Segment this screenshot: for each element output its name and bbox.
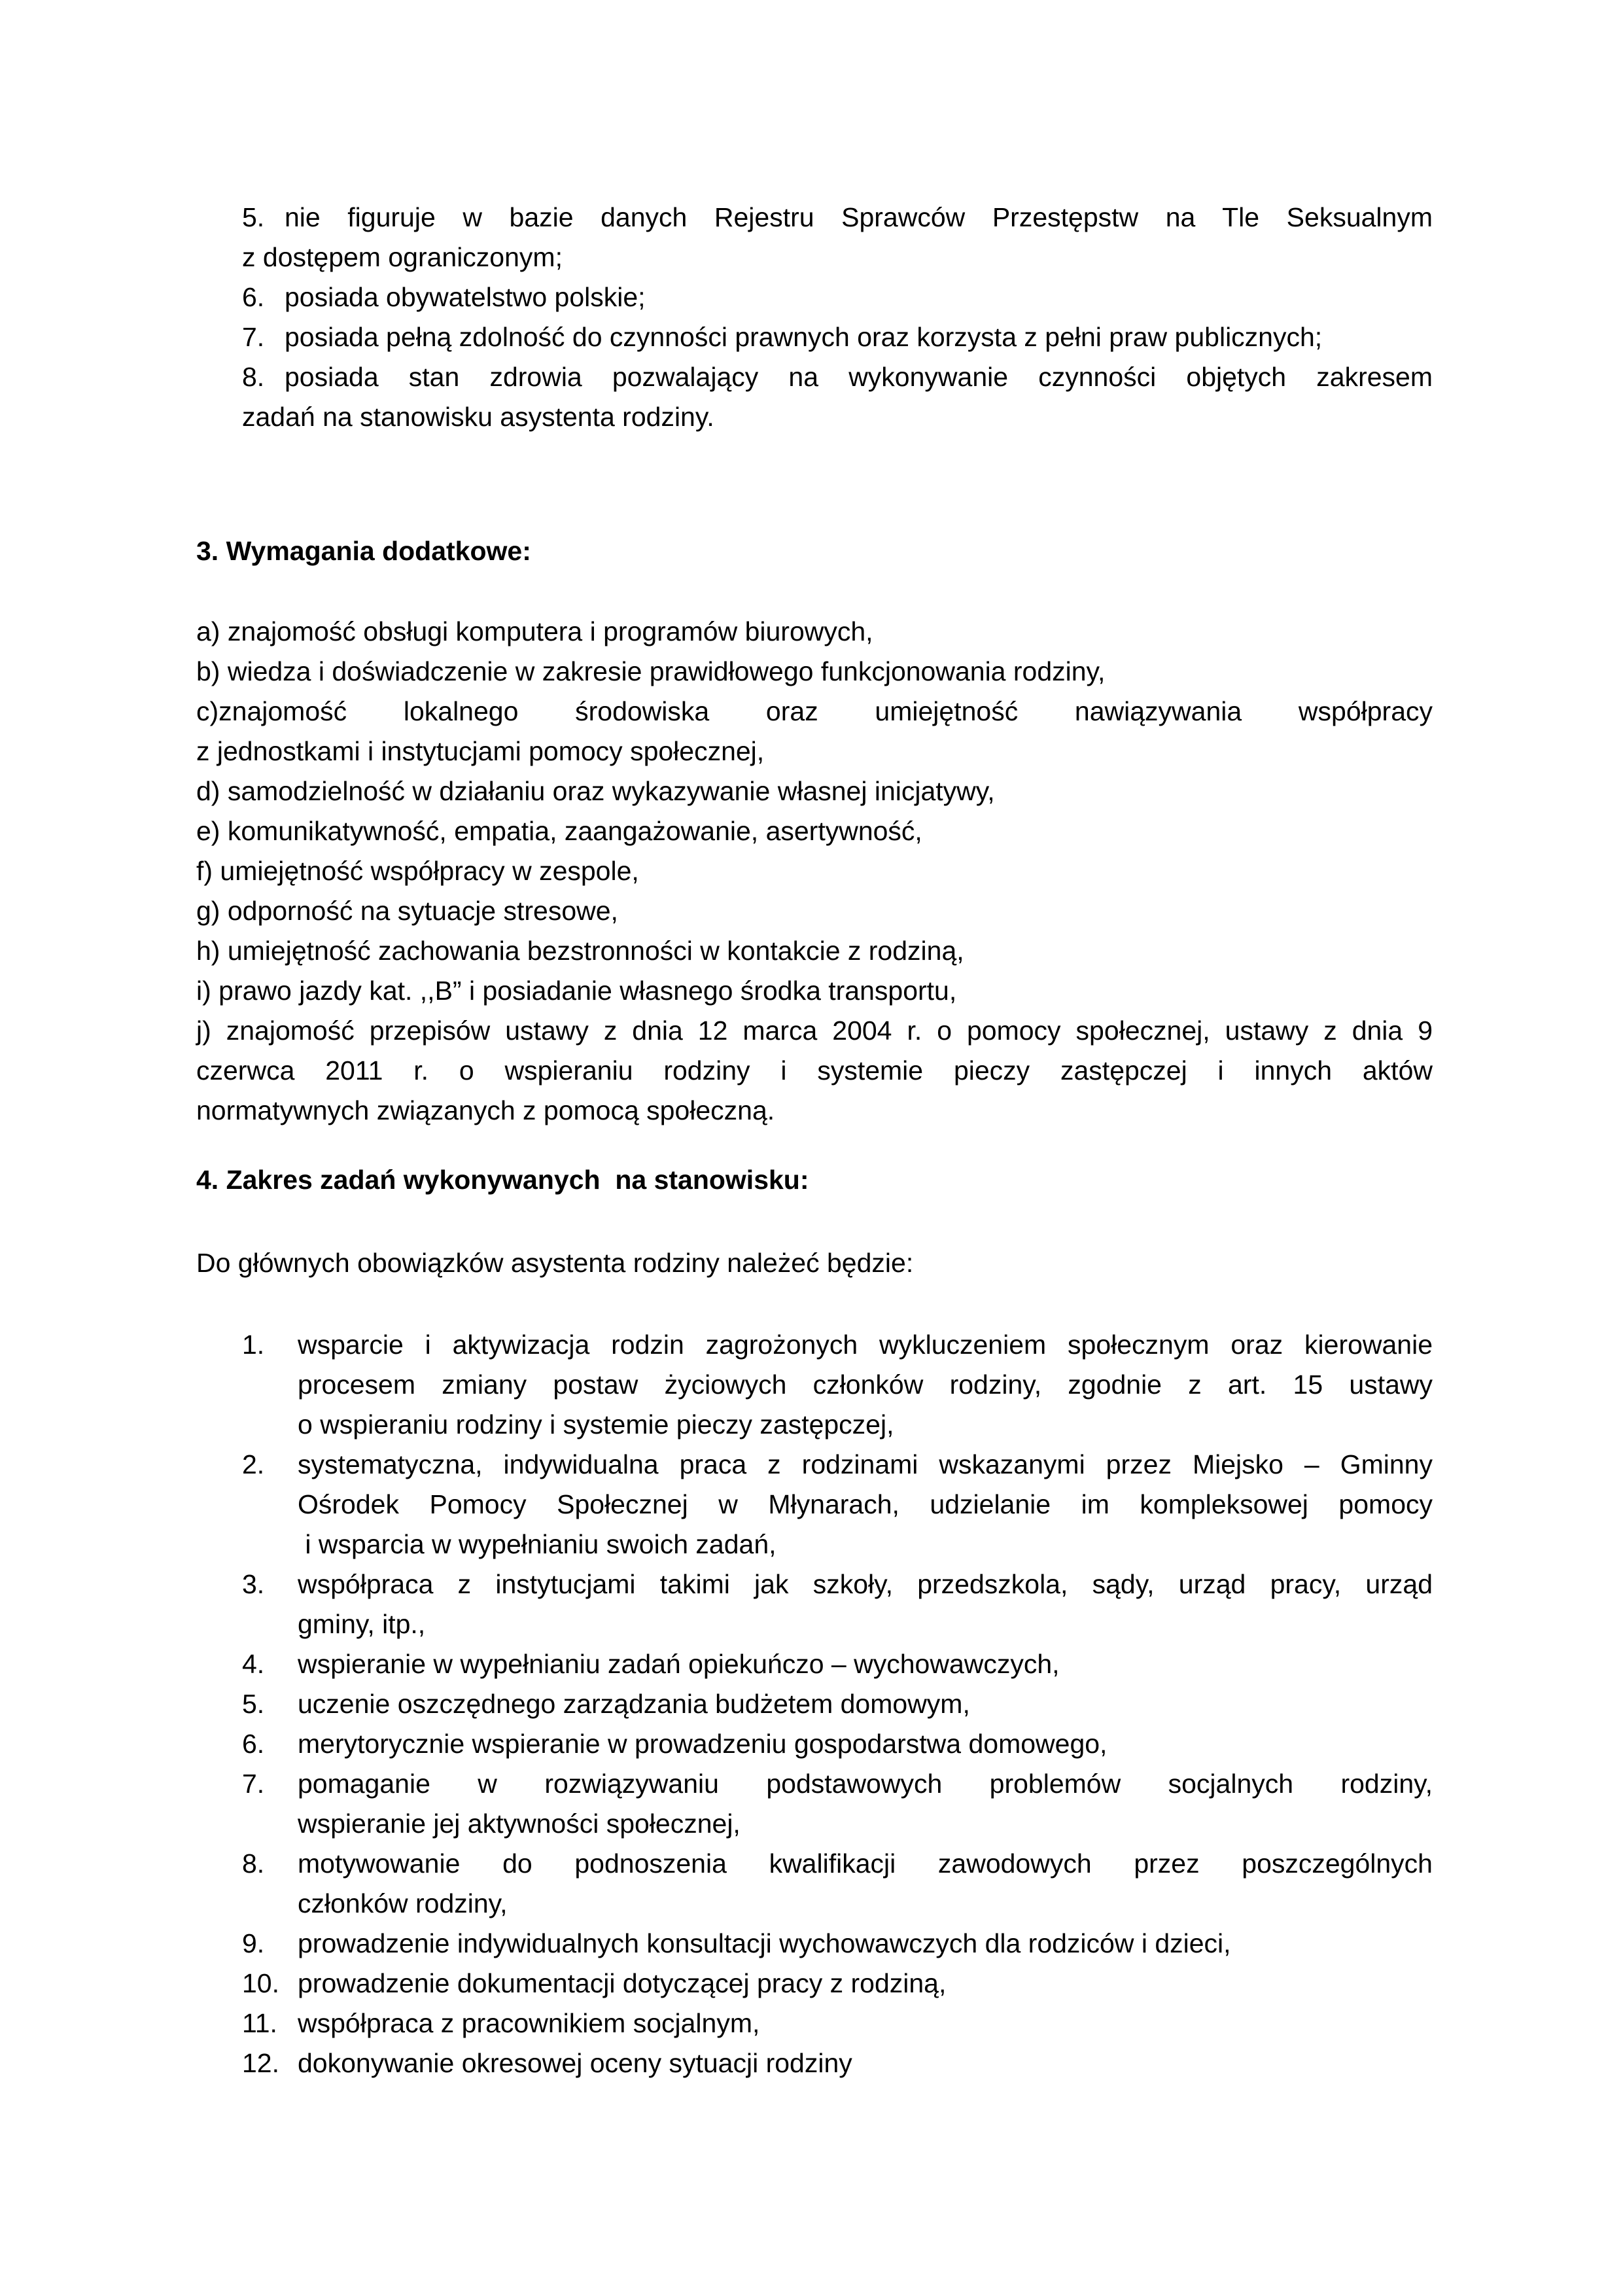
- text-line: g) odporność na sytuacje stresowe,: [196, 896, 618, 926]
- item-text: prowadzenie dokumentacji dotyczącej pracy z rodziną,: [298, 1968, 947, 1998]
- item-text: nie figuruje w bazie danych Rejestru Sprawców Przestępstw na Tle Seksualnym: [285, 202, 1433, 232]
- text-line: o wspieraniu rodziny i systemie pieczy zastępczej,: [298, 1409, 894, 1439]
- item-number: 12.: [242, 2048, 279, 2078]
- task-item-9: [196, 1924, 1433, 1964]
- section-heading-additional-requirements: 3. Wymagania dodatkowe:: [196, 536, 531, 566]
- text-line: i) prawo jazdy kat. ,,B” i posiadanie własnego środka transportu,: [196, 976, 957, 1006]
- item-number: 1.: [242, 1330, 265, 1360]
- item-number: 3.: [242, 1569, 265, 1599]
- text-line: f) umiejętność współpracy w zespole,: [196, 856, 639, 886]
- text-line: d) samodzielność w działaniu oraz wykazywanie własnej inicjatywy,: [196, 776, 995, 806]
- text-line: [242, 1964, 1433, 2004]
- section-heading-tasks: 4. Zakres zadań wykonywanych na stanowisku:: [196, 1165, 809, 1195]
- text-line: [242, 1445, 1433, 1485]
- text-line: z dostępem ograniczonym;: [242, 242, 563, 272]
- item-text: posiada pełną zdolność do czynności prawnych oraz korzysta z pełni praw publicznych;: [285, 322, 1323, 352]
- item-text: wsparcie i aktywizacja rodzin zagrożonych wykluczeniem społecznym oraz kierowanie: [298, 1330, 1433, 1360]
- list-item-a: [196, 612, 1433, 652]
- text-line: [242, 2043, 1433, 2083]
- text-line: zadań na stanowisku asystenta rodziny.: [242, 402, 714, 432]
- text-line: [242, 1684, 1433, 1724]
- text-line: Ośrodek Pomocy Społecznej w Młynarach, udzielanie im kompleksowej pomocy: [298, 1489, 1433, 1519]
- item-text: motywowanie do podnoszenia kwalifikacji zawodowych przez poszczególnych: [298, 1848, 1433, 1879]
- item-number: 5.: [242, 1689, 265, 1719]
- text-line: [242, 1325, 1433, 1365]
- item-number: 8.: [242, 1848, 265, 1879]
- list-item-h: [196, 931, 1433, 971]
- task-item-12: [196, 2043, 1433, 2083]
- task-item-2: [196, 1445, 1433, 1564]
- text-line: normatywnych związanych z pomocą społeczną.: [196, 1095, 775, 1125]
- text-line: gminy, itp.,: [298, 1609, 426, 1639]
- item-number: 7.: [242, 322, 265, 352]
- list-item-6: [196, 277, 1433, 317]
- text-line: [242, 1764, 1433, 1804]
- text-line: e) komunikatywność, empatia, zaangażowanie, asertywność,: [196, 816, 922, 846]
- task-item-5: [196, 1684, 1433, 1724]
- item-number: 10.: [242, 1968, 279, 1998]
- list-item-g: [196, 891, 1433, 931]
- item-text: pomaganie w rozwiązywaniu podstawowych problemów socjalnych rodziny,: [298, 1769, 1433, 1799]
- list-item-5: [196, 198, 1433, 277]
- list-item-b: [196, 652, 1433, 692]
- text-line: a) znajomość obsługi komputera i programów biurowych,: [196, 616, 873, 646]
- item-text: prowadzenie indywidualnych konsultacji wychowawczych dla rodziców i dzieci,: [298, 1928, 1231, 1958]
- item-text: systematyczna, indywidualna praca z rodzinami wskazanymi przez Miejsko – Gminny: [298, 1449, 1433, 1479]
- list-item-7: [196, 317, 1433, 357]
- item-number: 5.: [242, 202, 265, 232]
- text-line: członków rodziny,: [298, 1888, 508, 1918]
- list-item-f: [196, 851, 1433, 891]
- task-item-6: [196, 1724, 1433, 1764]
- task-item-11: [196, 2004, 1433, 2043]
- tasks-list: [196, 1325, 1433, 2083]
- task-item-1: [196, 1325, 1433, 1445]
- additional-requirements-list: [196, 612, 1433, 1131]
- text-line: [242, 1844, 1433, 1884]
- text-line: [242, 357, 1433, 397]
- item-text: posiada stan zdrowia pozwalający na wykonywanie czynności objętych zakresem: [285, 362, 1433, 392]
- text-line: procesem zmiany postaw życiowych członków rodziny, zgodnie z art. 15 ustawy: [298, 1369, 1433, 1400]
- item-text: wspieranie w wypełnianiu zadań opiekuńczo – wychowawczych,: [298, 1649, 1060, 1679]
- list-item-d: [196, 771, 1433, 811]
- text-line: czerwca 2011 r. o wspieraniu rodziny i systemie pieczy zastępczej i innych aktów: [196, 1055, 1433, 1086]
- item-number: 7.: [242, 1769, 265, 1799]
- item-text: współpraca z instytucjami takimi jak szkoły, przedszkola, sądy, urząd pracy, urząd: [298, 1569, 1433, 1599]
- text-line: j) znajomość przepisów ustawy z dnia 12 marca 2004 r. o pomocy społecznej, ustawy z dnia 9: [196, 1016, 1433, 1046]
- text-line: c)znajomość lokalnego środowiska oraz umiejętność nawiązywania współpracy: [196, 696, 1433, 726]
- item-text: posiada obywatelstwo polskie;: [285, 282, 646, 312]
- list-item-j: [196, 1011, 1433, 1131]
- text-line: [242, 2004, 1433, 2043]
- list-item-i: [196, 971, 1433, 1011]
- text-line: [242, 1644, 1433, 1684]
- task-item-7: [196, 1764, 1433, 1844]
- text-line: b) wiedza i doświadczenie w zakresie prawidłowego funkcjonowania rodziny,: [196, 656, 1106, 686]
- tasks-intro: Do głównych obowiązków asystenta rodziny należeć będzie:: [196, 1248, 914, 1278]
- list-item-e: [196, 811, 1433, 851]
- text-line: wspieranie jej aktywności społecznej,: [298, 1809, 741, 1839]
- item-number: 8.: [242, 362, 265, 392]
- item-text: dokonywanie okresowej oceny sytuacji rodziny: [298, 2048, 852, 2078]
- item-number: 9.: [242, 1928, 265, 1958]
- item-text: uczenie oszczędnego zarządzania budżetem domowym,: [298, 1689, 970, 1719]
- item-number: 11.: [242, 2008, 277, 2038]
- eligibility-requirements-list: [196, 198, 1433, 437]
- list-item-8: [196, 357, 1433, 437]
- text-line: [242, 198, 1433, 238]
- task-item-10: [196, 1964, 1433, 2004]
- text-line: [242, 317, 1433, 357]
- text-line: [242, 1564, 1433, 1604]
- item-number: 6.: [242, 1729, 265, 1759]
- item-number: 4.: [242, 1649, 265, 1679]
- text-line: [242, 277, 1433, 317]
- text-line: h) umiejętność zachowania bezstronności w kontakcie z rodziną,: [196, 936, 964, 966]
- task-item-3: [196, 1564, 1433, 1644]
- item-text: współpraca z pracownikiem socjalnym,: [298, 2008, 760, 2038]
- text-line: [242, 1724, 1433, 1764]
- list-item-c: [196, 692, 1433, 771]
- text-line: i wsparcia w wypełnianiu swoich zadań,: [298, 1529, 777, 1559]
- item-number: 6.: [242, 282, 265, 312]
- task-item-8: [196, 1844, 1433, 1924]
- task-item-4: [196, 1644, 1433, 1684]
- item-number: 2.: [242, 1449, 265, 1479]
- item-text: merytorycznie wspieranie w prowadzeniu gospodarstwa domowego,: [298, 1729, 1108, 1759]
- text-line: [242, 1924, 1433, 1964]
- text-line: z jednostkami i instytucjami pomocy społecznej,: [196, 736, 765, 766]
